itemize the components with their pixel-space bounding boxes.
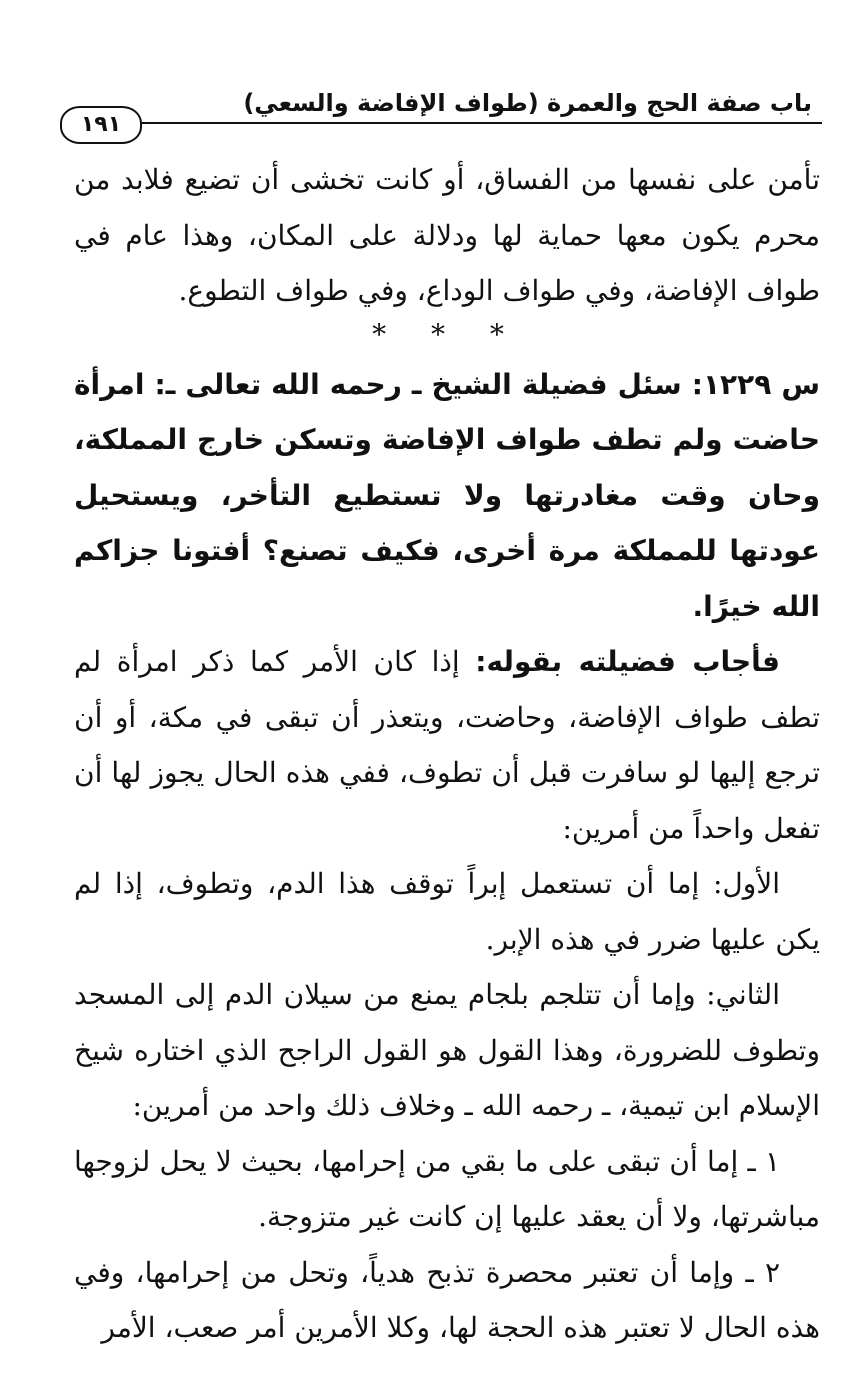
header-divider [125,122,822,124]
section-separator: * * * [372,317,522,351]
question-text: سئل فضيلة الشيخ ـ رحمه الله تعالى ـ: امرأة حاضت ولم تطف طواف الإفاضة وتسكن خارج المملكة، وحان وقت مغادرتها ولا تستطيع التأخر، ويستحيل عودتها للمملكة مرة أخرى، فكيف تصنع؟ أفتونا جزاكم الله خيرًا. [74,367,820,623]
answer-paragraph [74,634,820,856]
chapter-title: باب صفة الحج والعمرة (طواف الإفاضة والسعي) [243,89,812,117]
answer-text: إذا كان الأمر كما ذكر امرأة لم تطف طواف الإفاضة، وحاضت، ويتعذر أن تبقى في مكة، أو أن ترجع إليها لو سافرت قبل أن تطوف، ففي هذه الحال يجوز لها أن تفعل واحداً من أمرين: [74,645,820,845]
answer-label: فأجاب فضيلته بقوله: [475,645,781,678]
question-number: س ١٢٢٩: [691,367,821,401]
first-option-paragraph: الأول: إما أن تستعمل إبراً توقف هذا الدم، وتطوف، إذا لم يكن عليها ضرر في هذه الإبر. [74,867,820,956]
continuation-paragraph: تأمن على نفسها من الفساق، أو كانت تخشى أن تضيع فلابد من محرم يكون معها حماية لها ودلالة على المكان، وهذا عام في طواف الإفاضة، وفي طواف الوداع، وفي طواف التطوع. [74,163,820,307]
second-option-paragraph: الثاني: وإما أن تتلجم بلجام يمنع من سيلان الدم إلى المسجد وتطوف للضرورة، وهذا القول هو القول الراجح الذي اختاره شيخ الإسلام ابن تيمية، ـ رحمه الله ـ وخلاف ذلك واحد من أمرين: [74,978,820,1122]
page-number: ١٩١ [60,106,142,144]
page-body [74,152,820,1356]
list-item-2: ٢ ـ وإما أن تعتبر محصرة تذبح هدياً، وتحل من إحرامها، وفي هذه الحال لا تعتبر هذه الحجة لها، وكلا الأمرين أمر صعب، الأمر [74,1255,820,1344]
list-item-1: ١ ـ إما أن تبقى على ما بقي من إحرامها، بحيث لا يحل لزوجها مباشرتها، ولا أن يعقد عليها إن كانت غير متزوجة. [74,1144,820,1233]
running-header [60,80,822,140]
question-paragraph [74,357,820,635]
